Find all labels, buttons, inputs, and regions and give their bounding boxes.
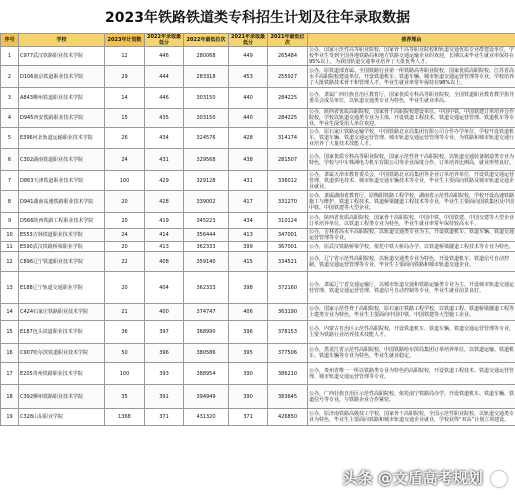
row-no: 9 <box>1 213 19 229</box>
school-name: C907哈尔滨铁道职业技术学院 <box>19 344 105 363</box>
school-name: C977武汉铁路职业技术学院 <box>19 47 105 66</box>
table-row <box>1 229 515 242</box>
col-header-reason: 推荐理由 <box>308 34 515 47</box>
row-no: 16 <box>1 344 19 363</box>
plan-count: 24 <box>105 149 145 171</box>
table-row <box>1 344 515 363</box>
min-rank-2021: 426850 <box>268 409 308 426</box>
min-score-2021: 428 <box>229 128 268 149</box>
watermark-text: 头条 @文盾高考规划 <box>342 469 483 487</box>
table-row <box>1 47 515 66</box>
min-score-2021: 413 <box>229 229 268 242</box>
recommend-reason: 公办，贵州省唯一一所以铁路类专业为特色的高职院校，开设铁道工程技术、铁道交通运营管理、城市轨道交通运营管理等专业。 <box>308 363 515 385</box>
min-score-2021: 431 <box>229 171 268 191</box>
school-name: E187包头铁道职业技术学院 <box>19 321 105 344</box>
min-rank-2022: 431320 <box>184 409 229 426</box>
row-no: 3 <box>1 88 19 109</box>
plan-count: 12 <box>105 47 145 66</box>
plan-count: 100 <box>105 363 145 385</box>
recommend-reason: 公办，国家示范性高等职业院校，国家骨干高等职业院校和轨道交通优质专业群建设单位，学校毕业生受到全国各地铁路局和地方铁路交通运输企业的欢迎，长期以来毕业生就业率保持在95%以上，为我国轨道交通事业培养了大批优秀人才。 <box>309 47 515 65</box>
min-score-2022: 419 <box>145 213 184 229</box>
min-score-2021: 396 <box>229 321 268 344</box>
min-score-2022: 391 <box>145 385 184 409</box>
row-no: 5 <box>1 128 19 149</box>
row-no: 1 <box>1 47 19 66</box>
plan-count: 35 <box>105 385 145 409</box>
row-no: 11 <box>1 242 19 252</box>
table-row <box>1 409 515 426</box>
row-no: 15 <box>1 321 19 344</box>
plan-count: 20 <box>105 213 145 229</box>
plan-count: 36 <box>105 321 145 344</box>
table-row <box>1 128 515 149</box>
recommend-reason: 公办，原武汉铁路桥梁学校，依托中铁大桥局办学，以铁道桥梁隧道工程技术等专业为特色。 <box>309 243 515 250</box>
recommend-reason: 公办，陕西省优质高职院校，国家骨干高职院校建设单位，中国中铁、中国铁建订单培养合作院校，学校以轨道交通类专业为主体，开设铁道工程技术、铁道交通运营管理、铁道机车等专业，毕业生深受用人单位欢迎。 <box>309 109 515 127</box>
recommend-reason: 公办，原石家庄铁路运输学校，中国铁路北京局集团有限公司合作办学单位，学校开设铁道机车、铁道车辆、铁道交通运营管理、城市轨道交通运营管理等专业，为铁路和城市轨道交通行业培养了大量技术技能人才。 <box>309 129 515 147</box>
min-score-2022: 429 <box>145 171 184 191</box>
table-row <box>1 171 515 191</box>
min-rank-2022: 329568 <box>184 149 229 171</box>
plan-count: 22 <box>105 252 145 272</box>
min-rank-2022: 362333 <box>184 242 229 252</box>
min-rank-2021: 265484 <box>268 47 308 66</box>
school-name: E205贵州铁路职业技术学院 <box>19 363 105 385</box>
school-name: D945西安铁路职业技术学院 <box>19 109 105 128</box>
school-name: E188辽宁轨道交通职业学院 <box>19 272 105 304</box>
min-score-2021: 453 <box>229 66 268 88</box>
recommend-reason: 公办，黑龙江省示范性高职院校，中国铁路哈尔滨局集团订单培养单位，以铁道运输、铁道机车、铁道车辆等专业为特色，毕业生就业稳定。 <box>308 344 515 363</box>
min-rank-2022: 280068 <box>184 47 229 66</box>
min-rank-2022: 359140 <box>184 252 229 272</box>
min-score-2022: 444 <box>145 66 184 88</box>
min-score-2021: 398 <box>229 272 268 304</box>
min-score-2022: 371 <box>145 409 184 426</box>
page-title <box>0 0 515 33</box>
min-rank-2022: 283318 <box>184 66 229 88</box>
min-rank-2021: 377506 <box>268 344 308 363</box>
min-rank-2022: 324576 <box>184 128 229 149</box>
plan-count: 15 <box>105 109 145 128</box>
recommend-reason: 公办，内蒙古自治区示范性高职院校，开设铁道机车、铁道车辆、铁道交通运营管理等专业，主要为铁路行业培养技术技能人才。 <box>308 321 515 344</box>
min-score-2021: 406 <box>229 304 268 321</box>
min-score-2022: 408 <box>145 252 184 272</box>
min-rank-2021: 336012 <box>268 171 308 191</box>
min-rank-2021: 334521 <box>268 252 308 272</box>
col-header-plan: 2023年计划数 <box>105 34 145 47</box>
plan-count: 100 <box>105 171 145 191</box>
min-rank-2021: 310124 <box>268 213 308 229</box>
col-header-min2022: 2022年录取最低分 <box>145 34 184 47</box>
min-score-2021: 434 <box>229 213 268 229</box>
min-rank-2022: 388954 <box>184 363 229 385</box>
min-rank-2021: 281507 <box>268 149 308 171</box>
min-score-2021: 390 <box>229 385 268 409</box>
table-body <box>1 47 515 426</box>
min-score-2021: 449 <box>229 47 268 66</box>
min-rank-2021: 367001 <box>268 242 308 252</box>
recommend-reason: 公办，隶属天津市教育委员会，中国铁路北京局集团等企业订单培养单位，开设铁道交通运营管理、铁道供电技术、城市轨道交通车辆技术等专业，毕业生主要面向铁路及城市轨道交通企业就业。 <box>309 171 515 190</box>
school-name: D106南京铁道职业技术学院 <box>19 66 105 88</box>
min-rank-2022: 368990 <box>184 321 229 344</box>
min-score-2022: 397 <box>145 321 184 344</box>
school-name: C302湖南铁道职业技术学院 <box>19 149 105 171</box>
min-score-2021: 371 <box>229 409 268 426</box>
plan-count: 24 <box>105 229 145 242</box>
table-row <box>1 149 515 171</box>
min-score-2021: 440 <box>229 88 268 109</box>
school-name: D566陕西铁路工程职业技术学院 <box>19 213 105 229</box>
plan-count: 20 <box>105 191 145 213</box>
row-no: 2 <box>1 66 19 88</box>
min-score-2021: 399 <box>229 242 268 252</box>
min-score-2021: 438 <box>229 149 268 171</box>
col-header-rank2022: 2022年最低位次 <box>184 34 229 47</box>
school-name: C328山东职业学院 <box>19 409 105 426</box>
recommend-reason: 公办，隶属广西壮族自治区教育厅，国家优质专科高等职业院校，全国铁道职业教育教学指导委员会成员单位，以轨道交通类专业为特色，毕业生就业率高。 <box>308 88 515 109</box>
min-rank-2022: 362333 <box>184 272 229 304</box>
table-row <box>1 88 515 109</box>
recommend-reason: 公办，吉林省高水平高职院校，以轨道交通类专业为主，开设铁道机车、铁道车辆、铁道交通运营管理等专业。 <box>309 229 515 241</box>
min-rank-2022: 345223 <box>184 213 229 229</box>
recommend-reason: 公办，国家优质专科高等职业院校，国家示范性骨干高职院校，以轨道交通装备制造类专业为特色，学校与中车株洲电力机车有限公司等企业深度合作，订单培养比例高，就业形势良好。 <box>308 149 515 171</box>
table-row <box>1 321 515 344</box>
min-rank-2022: 329128 <box>184 171 229 191</box>
min-score-2021: 390 <box>229 363 268 385</box>
min-score-2022: 413 <box>145 242 184 252</box>
min-score-2021: 395 <box>229 344 268 363</box>
plan-count: 29 <box>105 66 145 88</box>
recommend-reason: 公办，陕西省优质高职院校，国家骨干高职院校，中国中铁、中国铁建、中国交建等大型企业订单培养单位，以铁道工程类专业为特色，毕业生就业率常年保持较高水平。 <box>309 214 515 227</box>
min-score-2022: 428 <box>145 191 184 213</box>
min-score-2022: 414 <box>145 229 184 242</box>
min-score-2022: 434 <box>145 128 184 149</box>
min-rank-2022: 303150 <box>184 109 229 128</box>
min-rank-2022: 339002 <box>184 191 229 213</box>
min-rank-2021: 314174 <box>268 128 308 149</box>
min-score-2022: 404 <box>145 272 184 304</box>
row-no: 13 <box>1 272 19 304</box>
col-header-school: 学校 <box>19 34 105 47</box>
min-rank-2022: 303150 <box>184 88 229 109</box>
watermark <box>343 467 507 488</box>
table-row <box>1 109 515 128</box>
table-row <box>1 66 515 88</box>
table-row <box>1 272 515 304</box>
plan-count: 26 <box>105 128 145 149</box>
recommend-reason: 公办，广西壮族自治区示范性高职院校，依托南宁铁路局办学，开设铁道机车、铁道车辆、铁道信号等专业，与铁路企业合作紧密。 <box>308 385 515 409</box>
min-rank-2021: 383645 <box>268 385 308 409</box>
plan-count: 1368 <box>105 409 145 426</box>
school-name: A843柳州铁道职业技术学院 <box>19 88 105 109</box>
row-no: 6 <box>1 149 19 171</box>
plan-count: 21 <box>105 304 145 321</box>
school-name: C392柳州铁路职业技术学院 <box>19 385 105 409</box>
school-name: C896辽宁铁道职业技术学院 <box>19 252 105 272</box>
col-header-no: 序号 <box>1 34 19 47</box>
min-rank-2022: 394949 <box>184 385 229 409</box>
row-no: 12 <box>1 252 19 272</box>
min-score-2022: 431 <box>145 149 184 171</box>
min-rank-2021: 378153 <box>268 321 308 344</box>
min-rank-2021: 284225 <box>268 88 308 109</box>
min-score-2021: 415 <box>229 252 268 272</box>
recommend-reason: 公办，辽宁省示范性高职院校，以轨道交通类专业为特色，开设铁道机车、铁道信号自动控制、铁道交通运营管理等专业，毕业生主要面向铁路和城市轨道交通企业。 <box>308 252 515 272</box>
row-no: 19 <box>1 409 19 426</box>
min-rank-2022: 356444 <box>184 229 229 242</box>
recommend-reason: 公办，隶属辽宁省交通运输厅，以城市轨道交通和铁路运输类专业为主，开设城市轨道交通运营管理、铁道交通运营管理、铁道信号自动控制等专业，毕业生就业前景良好。 <box>308 272 515 304</box>
row-no: 17 <box>1 363 19 385</box>
plan-count: 50 <box>105 344 145 363</box>
header-row <box>1 34 515 47</box>
table-row <box>1 252 515 272</box>
min-rank-2022: 380586 <box>184 344 229 363</box>
min-rank-2021: 372160 <box>268 272 308 304</box>
table-row <box>1 363 515 385</box>
col-header-min2021: 2021年录取最低分 <box>229 34 268 47</box>
row-no: 18 <box>1 385 19 409</box>
school-name: E396河北轨道运输职业技术学院 <box>19 128 105 149</box>
min-rank-2021: 386210 <box>268 363 308 385</box>
min-score-2022: 446 <box>145 88 184 109</box>
school-name: D863天津铁道职业技术学院 <box>19 171 105 191</box>
plan-count: 20 <box>105 242 145 252</box>
min-score-2021: 440 <box>229 109 268 128</box>
recommend-reason: 公办，隶属湖南省教育厅，原衡阳铁路工程学校，湖南省示范性高职院校，学校开设高速铁路施工与维护、铁道工程技术、铁道桥梁隧道工程技术等专业，毕业生主要面向国铁集团及中国中铁、中国铁建等大型企业。 <box>309 192 515 211</box>
table-row <box>1 304 515 321</box>
plan-count: 14 <box>105 88 145 109</box>
plan-count: 20 <box>105 272 145 304</box>
min-rank-2021: 347001 <box>268 229 308 242</box>
school-name: E553吉林铁道职业技术学院 <box>19 229 105 242</box>
min-score-2022: 400 <box>145 304 184 321</box>
title-text: 2023年铁路铁道类专科招生计划及往年录取数据 <box>105 9 410 26</box>
school-name: C424石家庄铁路职业技术学院 <box>19 304 105 321</box>
recommend-reason: 公办，国家示范性骨干高职院校，原石家庄铁路工程学校，以铁道工程、铁道桥梁隧道工程等土建类专业为特色，毕业生主要面向中国中铁、中国铁建等大型施工企业。 <box>308 304 515 321</box>
min-score-2022: 396 <box>145 344 184 363</box>
row-no: 4 <box>1 109 19 128</box>
row-no: 10 <box>1 229 19 242</box>
min-rank-2021: 331270 <box>268 191 308 213</box>
pen-circle-logo-icon <box>491 471 507 487</box>
min-score-2022: 435 <box>145 109 184 128</box>
min-score-2022: 393 <box>145 363 184 385</box>
row-no: 7 <box>1 171 19 191</box>
school-name: E590武汉铁路桥梁职业学院 <box>19 242 105 252</box>
min-rank-2021: 363190 <box>268 304 308 321</box>
table-row <box>1 191 515 213</box>
col-header-rank2021: 2021年最低位次 <box>268 34 308 47</box>
recommend-reason: 公办，原济南铁路高级技工学校，国家骨干高职院校，全国示范性职业院校，以轨道交通类专业为特色，毕业生主要面向铁路和城市轨道交通企业就业，学校获得“双高”计划立项建设。 <box>308 409 515 426</box>
table-row <box>1 385 515 409</box>
min-rank-2021: 255927 <box>268 66 308 88</box>
table-row <box>1 213 515 229</box>
min-score-2022: 446 <box>145 47 184 66</box>
min-rank-2022: 374747 <box>184 304 229 321</box>
admission-table <box>0 33 515 426</box>
row-no: 8 <box>1 191 19 213</box>
row-no: 14 <box>1 304 19 321</box>
min-rank-2021: 284225 <box>268 109 308 128</box>
min-score-2021: 417 <box>229 191 268 213</box>
school-name: D941湖南高速铁路职业技术学院 <box>19 191 105 213</box>
recommend-reason: 公办，原铁道部直属、全国铁路行业第一所铁路高等职业院校，国家优质高职院校、江苏省高水平高职院校建设单位，开设铁道机车、铁道车辆、城市轨道交通运营管理等专业。学校培养了大批铁路技术骨干和管理人才，毕业生就业率常年保持在98%以上。 <box>309 67 515 86</box>
table-row <box>1 242 515 252</box>
